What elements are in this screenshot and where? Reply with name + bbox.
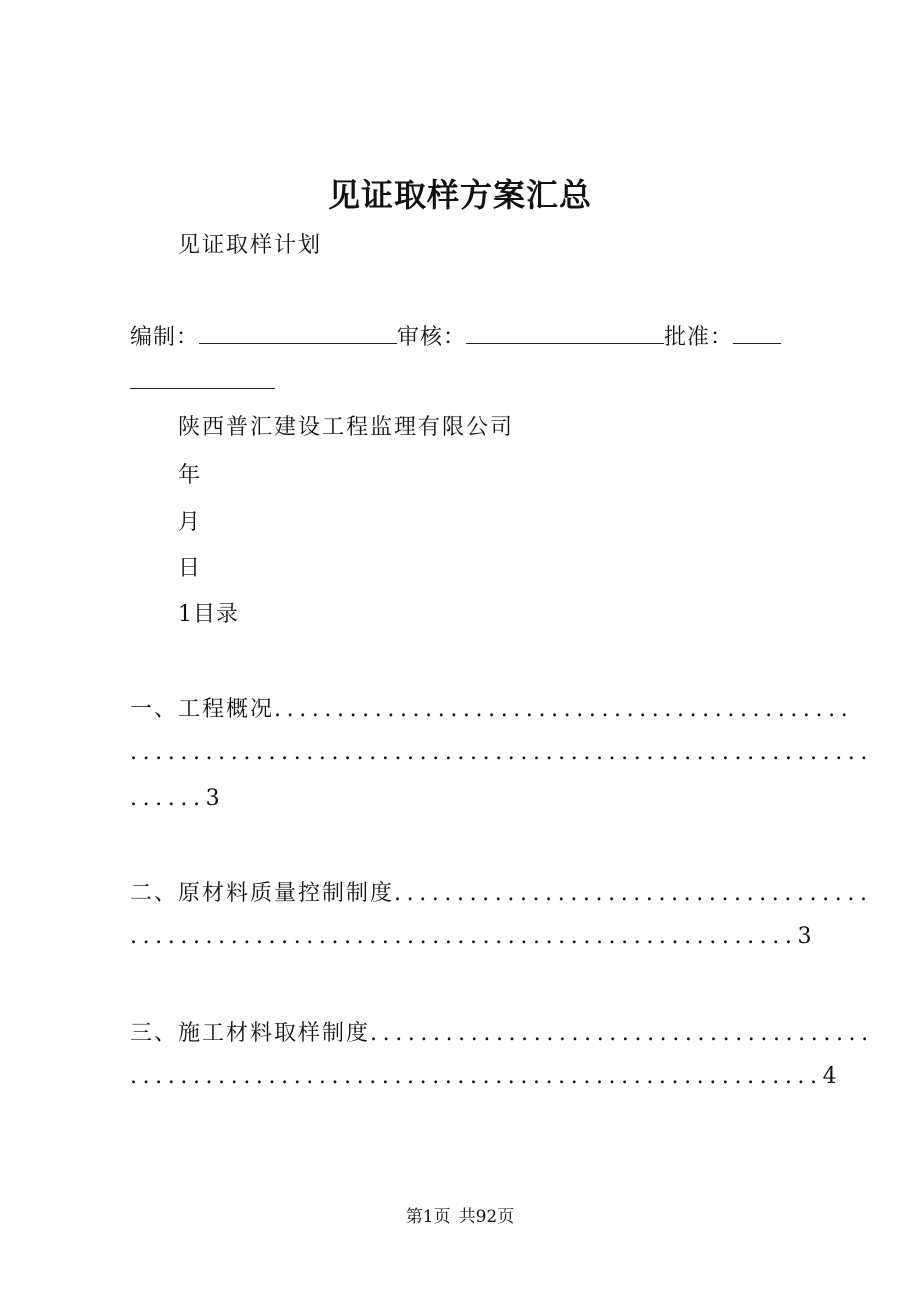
toc-entry-label: 二、原材料质量控制制度	[130, 881, 395, 906]
approved-blank-continued	[130, 388, 275, 389]
document-title: 见证取样方案汇总	[327, 176, 592, 214]
toc-leader-dots: .....................................................	[130, 924, 798, 949]
toc-entry-1-line-2	[130, 740, 873, 765]
page-number: 第1页	[405, 1207, 451, 1227]
toc-entry-2-line-1	[130, 876, 873, 907]
toc-page-number: 3	[205, 786, 221, 811]
page-footer	[0, 1202, 920, 1227]
toc-entry-1-line-3	[130, 786, 221, 811]
toc-entry-label: 三、施工材料取样制度	[130, 1021, 371, 1046]
approved-blank	[733, 321, 781, 344]
toc-leader-dots: ........................................	[370, 1021, 874, 1046]
toc-entry-3-line-1	[130, 1016, 874, 1047]
toc-entry-1-line-1	[130, 692, 853, 723]
reviewed-label: 审核：	[397, 325, 467, 350]
prepared-blank	[199, 321, 397, 344]
prepared-label: 编制：	[130, 325, 200, 350]
toc-leader-dots: ..............................................	[274, 697, 854, 722]
toc-entry-2-line-2	[130, 924, 812, 949]
toc-leader-dots: .......................................................	[130, 1064, 823, 1089]
toc-leader-dots: ...........................................................	[130, 740, 873, 765]
date-day: 日	[178, 556, 203, 581]
toc-leader-dots: ......................................	[394, 881, 873, 906]
page-total: 共92页	[458, 1207, 515, 1227]
toc-heading: 1目录	[178, 602, 239, 627]
toc-entry-3-line-2	[130, 1064, 838, 1089]
signoff-row	[130, 320, 781, 351]
approved-label: 批准：	[664, 325, 734, 350]
date-month: 月	[178, 510, 203, 535]
toc-page-number: 3	[797, 924, 813, 949]
toc-leader-dots: ......	[130, 786, 206, 811]
company-name: 陕西普汇建设工程监理有限公司	[178, 415, 515, 440]
reviewed-blank	[466, 321, 664, 344]
document-subtitle: 见证取样计划	[178, 233, 323, 258]
toc-entry-label: 一、工程概况	[130, 697, 275, 722]
date-year: 年	[178, 463, 203, 488]
toc-page-number: 4	[822, 1064, 838, 1089]
